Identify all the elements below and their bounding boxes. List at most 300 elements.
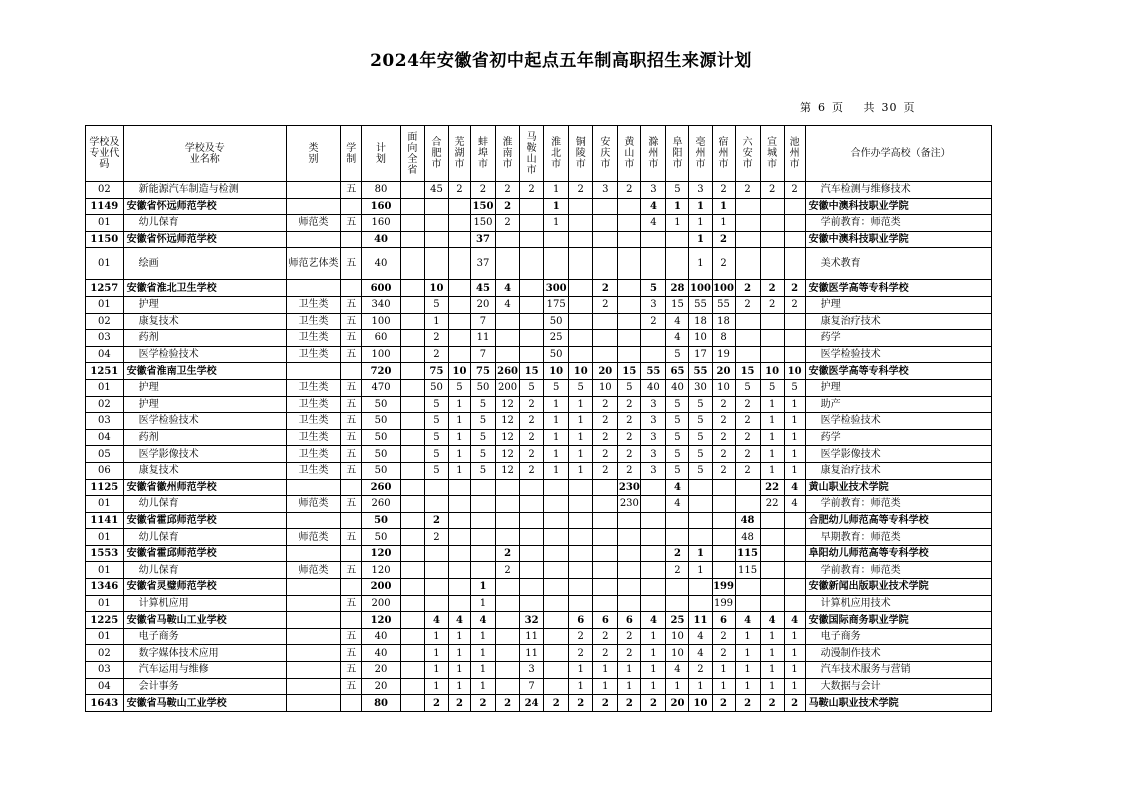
coop-cell: 合肥幼儿师范高等专科学校 [805,512,991,529]
code-cell: 1346 [86,579,124,596]
system-cell [341,579,362,596]
major-row [86,413,992,430]
city-cell: 6 [593,612,618,629]
system-cell: 五 [341,313,362,330]
code-cell: 1257 [86,280,124,297]
city-cell: 1 [424,662,448,679]
name-cell: 安徽省马鞍山工业学校 [123,612,286,629]
major-row [86,182,992,199]
city-cell [593,330,618,347]
city-cell: 1 [424,645,448,662]
category-cell: 卫生类 [286,296,340,313]
province-cell [400,330,424,347]
city-cell: 10 [784,363,805,380]
city-cell [593,545,618,562]
city-cell: 2 [593,628,618,645]
city-cell: 75 [424,363,448,380]
header-city: 芜湖市 [448,126,470,182]
city-cell: 5 [689,413,712,430]
city-cell: 1 [784,645,805,662]
city-cell: 5 [470,446,495,463]
city-cell [618,215,641,232]
major-row [86,496,992,513]
city-cell: 2 [735,396,760,413]
major-row [86,595,992,612]
city-cell [470,496,495,513]
system-cell [341,512,362,529]
system-cell: 五 [341,662,362,679]
city-cell: 1 [470,645,495,662]
code-cell: 1150 [86,231,124,248]
city-cell: 5 [735,379,760,396]
page-indicator [800,99,922,115]
major-row [86,313,992,330]
major-row [86,296,992,313]
city-cell [784,562,805,579]
major-row [86,462,992,479]
coop-cell: 医学检验技术 [805,413,991,430]
code-cell: 02 [86,645,124,662]
header-city: 亳州市 [689,126,712,182]
city-cell [641,562,666,579]
plan-cell: 40 [362,248,401,280]
city-cell: 1 [470,579,495,596]
city-cell [448,579,470,596]
city-cell: 4 [689,628,712,645]
city-cell [520,512,544,529]
category-cell: 师范类 [286,562,340,579]
city-cell [520,579,544,596]
city-cell: 1 [689,562,712,579]
system-cell: 五 [341,529,362,546]
city-cell: 30 [689,379,712,396]
city-cell [712,545,735,562]
header-city: 淮南市 [496,126,520,182]
city-cell: 1 [470,662,495,679]
city-cell: 1 [448,645,470,662]
name-cell: 会计事务 [123,678,286,695]
city-cell [544,628,569,645]
city-cell [784,595,805,612]
province-cell [400,280,424,297]
city-cell: 2 [470,695,495,712]
category-cell [286,678,340,695]
city-cell: 2 [784,182,805,199]
city-cell [735,330,760,347]
province-cell [400,346,424,363]
name-cell: 药剂 [123,330,286,347]
header-system: 学制 [341,126,362,182]
city-cell: 5 [784,379,805,396]
city-cell [544,678,569,695]
city-cell: 4 [689,645,712,662]
city-cell: 15 [618,363,641,380]
city-cell: 3 [641,182,666,199]
major-row [86,215,992,232]
school-row [86,479,992,496]
name-cell: 安徽省马鞍山工业学校 [123,695,286,712]
city-cell: 3 [689,182,712,199]
city-cell: 1 [784,628,805,645]
city-cell: 5 [544,379,569,396]
category-cell: 卫生类 [286,462,340,479]
city-cell: 1 [784,678,805,695]
city-cell: 5 [470,462,495,479]
city-cell [448,198,470,215]
city-cell [593,215,618,232]
city-cell [689,595,712,612]
city-cell: 5 [424,446,448,463]
city-cell: 50 [544,346,569,363]
header-city: 铜陵市 [569,126,593,182]
city-cell: 10 [448,363,470,380]
city-cell [448,479,470,496]
city-cell: 2 [735,429,760,446]
city-cell: 5 [689,429,712,446]
city-cell: 2 [712,695,735,712]
city-cell: 2 [618,182,641,199]
city-cell [641,479,666,496]
province-cell [400,313,424,330]
city-cell [496,231,520,248]
city-cell: 4 [470,612,495,629]
plan-cell: 260 [362,496,401,513]
city-cell: 19 [712,346,735,363]
city-cell [641,231,666,248]
header-row [86,126,992,182]
category-cell: 卫生类 [286,446,340,463]
city-cell: 1 [689,678,712,695]
system-cell: 五 [341,346,362,363]
header-city: 滁州市 [641,126,666,182]
system-cell [341,545,362,562]
city-cell: 1 [569,429,593,446]
city-cell [424,231,448,248]
major-row [86,429,992,446]
major-row [86,662,992,679]
province-cell [400,529,424,546]
city-cell [520,248,544,280]
city-cell [593,529,618,546]
city-cell: 5 [689,396,712,413]
city-cell: 5 [448,379,470,396]
city-cell [448,512,470,529]
city-cell: 22 [760,479,784,496]
city-cell: 2 [760,296,784,313]
city-cell: 4 [496,280,520,297]
city-cell [496,612,520,629]
code-cell: 02 [86,313,124,330]
coop-cell: 学前教育：师范类 [805,496,991,513]
city-cell [544,662,569,679]
code-cell: 01 [86,496,124,513]
code-cell: 01 [86,529,124,546]
city-cell: 4 [784,479,805,496]
city-cell [448,545,470,562]
city-cell: 40 [641,379,666,396]
province-cell [400,413,424,430]
city-cell: 199 [712,595,735,612]
city-cell [760,215,784,232]
plan-cell: 50 [362,396,401,413]
city-cell [470,529,495,546]
city-cell: 1 [470,678,495,695]
header-category: 类别 [286,126,340,182]
city-cell: 2 [760,695,784,712]
city-cell: 4 [666,479,689,496]
city-cell [641,595,666,612]
city-cell: 3 [641,296,666,313]
city-cell [666,579,689,596]
city-cell: 175 [544,296,569,313]
province-cell [400,396,424,413]
coop-cell: 早期教育：师范类 [805,529,991,546]
province-cell [400,429,424,446]
city-cell: 6 [618,612,641,629]
city-cell: 22 [760,496,784,513]
plan-cell: 160 [362,215,401,232]
city-cell [784,346,805,363]
city-cell: 1 [448,628,470,645]
city-cell [666,512,689,529]
header-province: 面向全省 [400,126,424,182]
city-cell: 5 [689,446,712,463]
city-cell [569,479,593,496]
city-cell: 2 [593,462,618,479]
city-cell: 2 [520,396,544,413]
city-cell: 1 [569,662,593,679]
name-cell: 绘画 [123,248,286,280]
city-cell: 1 [641,678,666,695]
province-cell [400,462,424,479]
coop-cell: 电子商务 [805,628,991,645]
category-cell [286,182,340,199]
system-cell [341,695,362,712]
city-cell: 1 [689,231,712,248]
city-cell: 1 [544,396,569,413]
city-cell: 150 [470,215,495,232]
city-cell: 1 [689,215,712,232]
city-cell [544,512,569,529]
city-cell: 2 [712,231,735,248]
code-cell: 01 [86,562,124,579]
coop-cell: 安徽中澳科技职业学院 [805,231,991,248]
city-cell: 1 [689,198,712,215]
city-cell: 200 [496,379,520,396]
plan-cell: 120 [362,545,401,562]
city-cell [784,231,805,248]
city-cell [448,496,470,513]
code-cell: 1225 [86,612,124,629]
city-cell: 115 [735,545,760,562]
city-cell: 5 [666,182,689,199]
code-cell: 01 [86,595,124,612]
city-cell: 230 [618,479,641,496]
city-cell: 4 [760,612,784,629]
category-cell [286,662,340,679]
name-cell: 康复技术 [123,313,286,330]
city-cell: 2 [760,280,784,297]
city-cell [544,496,569,513]
city-cell: 300 [544,280,569,297]
city-cell: 12 [496,429,520,446]
city-cell [618,231,641,248]
system-cell: 五 [341,446,362,463]
category-cell [286,198,340,215]
city-cell [470,545,495,562]
city-cell [760,313,784,330]
system-cell: 五 [341,429,362,446]
city-cell: 55 [689,363,712,380]
city-cell [544,479,569,496]
city-cell: 45 [470,280,495,297]
header-city: 宣城市 [760,126,784,182]
system-cell [341,479,362,496]
city-cell [689,529,712,546]
city-cell: 55 [712,296,735,313]
city-cell: 7 [470,346,495,363]
city-cell [448,330,470,347]
city-cell: 5 [470,413,495,430]
school-row [86,280,992,297]
city-cell [618,529,641,546]
coop-cell: 汽车技术服务与营销 [805,662,991,679]
code-cell: 04 [86,346,124,363]
city-cell: 10 [569,363,593,380]
name-cell: 汽车运用与维修 [123,662,286,679]
code-cell: 04 [86,678,124,695]
city-cell: 2 [496,562,520,579]
city-cell: 45 [424,182,448,199]
city-cell: 5 [641,280,666,297]
city-cell: 2 [424,512,448,529]
enrollment-plan-table [85,125,992,712]
city-cell [760,512,784,529]
plan-cell: 50 [362,462,401,479]
city-cell [712,512,735,529]
city-cell: 1 [784,413,805,430]
city-cell [760,595,784,612]
city-cell: 5 [424,462,448,479]
city-cell: 1 [593,662,618,679]
header-plan: 计划 [362,126,401,182]
city-cell [618,280,641,297]
city-cell [618,346,641,363]
city-cell: 48 [735,512,760,529]
city-cell: 1 [666,198,689,215]
header-city: 淮北市 [544,126,569,182]
name-cell: 计算机应用 [123,595,286,612]
code-cell: 03 [86,413,124,430]
city-cell: 1 [784,662,805,679]
city-cell [520,479,544,496]
city-cell [424,496,448,513]
city-cell [448,296,470,313]
city-cell: 2 [593,296,618,313]
city-cell [569,330,593,347]
city-cell: 1 [712,678,735,695]
city-cell: 10 [424,280,448,297]
city-cell [520,529,544,546]
plan-cell: 50 [362,413,401,430]
city-cell: 1 [470,628,495,645]
name-cell: 医学检验技术 [123,413,286,430]
page-total-suffix: 页 [903,101,916,114]
city-cell [689,496,712,513]
category-cell: 卫生类 [286,429,340,446]
city-cell: 32 [520,612,544,629]
province-cell [400,562,424,579]
city-cell [784,512,805,529]
city-cell: 10 [544,363,569,380]
system-cell: 五 [341,462,362,479]
city-cell: 5 [666,429,689,446]
city-cell [593,313,618,330]
category-cell [286,612,340,629]
city-cell: 40 [666,379,689,396]
city-cell: 4 [641,198,666,215]
coop-cell: 计算机应用技术 [805,595,991,612]
name-cell: 护理 [123,396,286,413]
header-code: 学校及专业代码 [86,126,124,182]
school-row [86,612,992,629]
category-cell [286,479,340,496]
system-cell: 五 [341,628,362,645]
city-cell: 1 [784,462,805,479]
category-cell: 卫生类 [286,330,340,347]
city-cell: 1 [641,628,666,645]
major-row [86,628,992,645]
province-cell [400,479,424,496]
system-cell: 五 [341,296,362,313]
system-cell: 五 [341,678,362,695]
plan-cell: 100 [362,346,401,363]
city-cell [470,562,495,579]
name-cell: 医学影像技术 [123,446,286,463]
city-cell [618,296,641,313]
city-cell: 11 [689,612,712,629]
city-cell [448,313,470,330]
category-cell: 卫生类 [286,396,340,413]
code-cell: 1553 [86,545,124,562]
city-cell: 5 [666,413,689,430]
city-cell: 2 [735,695,760,712]
city-cell: 25 [544,330,569,347]
province-cell [400,363,424,380]
city-cell [496,645,520,662]
province-cell [400,215,424,232]
city-cell: 3 [641,396,666,413]
plan-cell: 20 [362,678,401,695]
city-cell [784,248,805,280]
city-cell [712,529,735,546]
city-cell: 1 [784,396,805,413]
city-cell [760,545,784,562]
city-cell [424,595,448,612]
city-cell: 5 [666,346,689,363]
city-cell: 1 [760,462,784,479]
city-cell: 230 [618,496,641,513]
province-cell [400,595,424,612]
city-cell: 4 [424,612,448,629]
page-prefix: 第 [800,101,812,114]
city-cell [689,579,712,596]
city-cell [641,545,666,562]
school-row [86,231,992,248]
category-cell [286,645,340,662]
city-cell [520,215,544,232]
city-cell: 18 [712,313,735,330]
